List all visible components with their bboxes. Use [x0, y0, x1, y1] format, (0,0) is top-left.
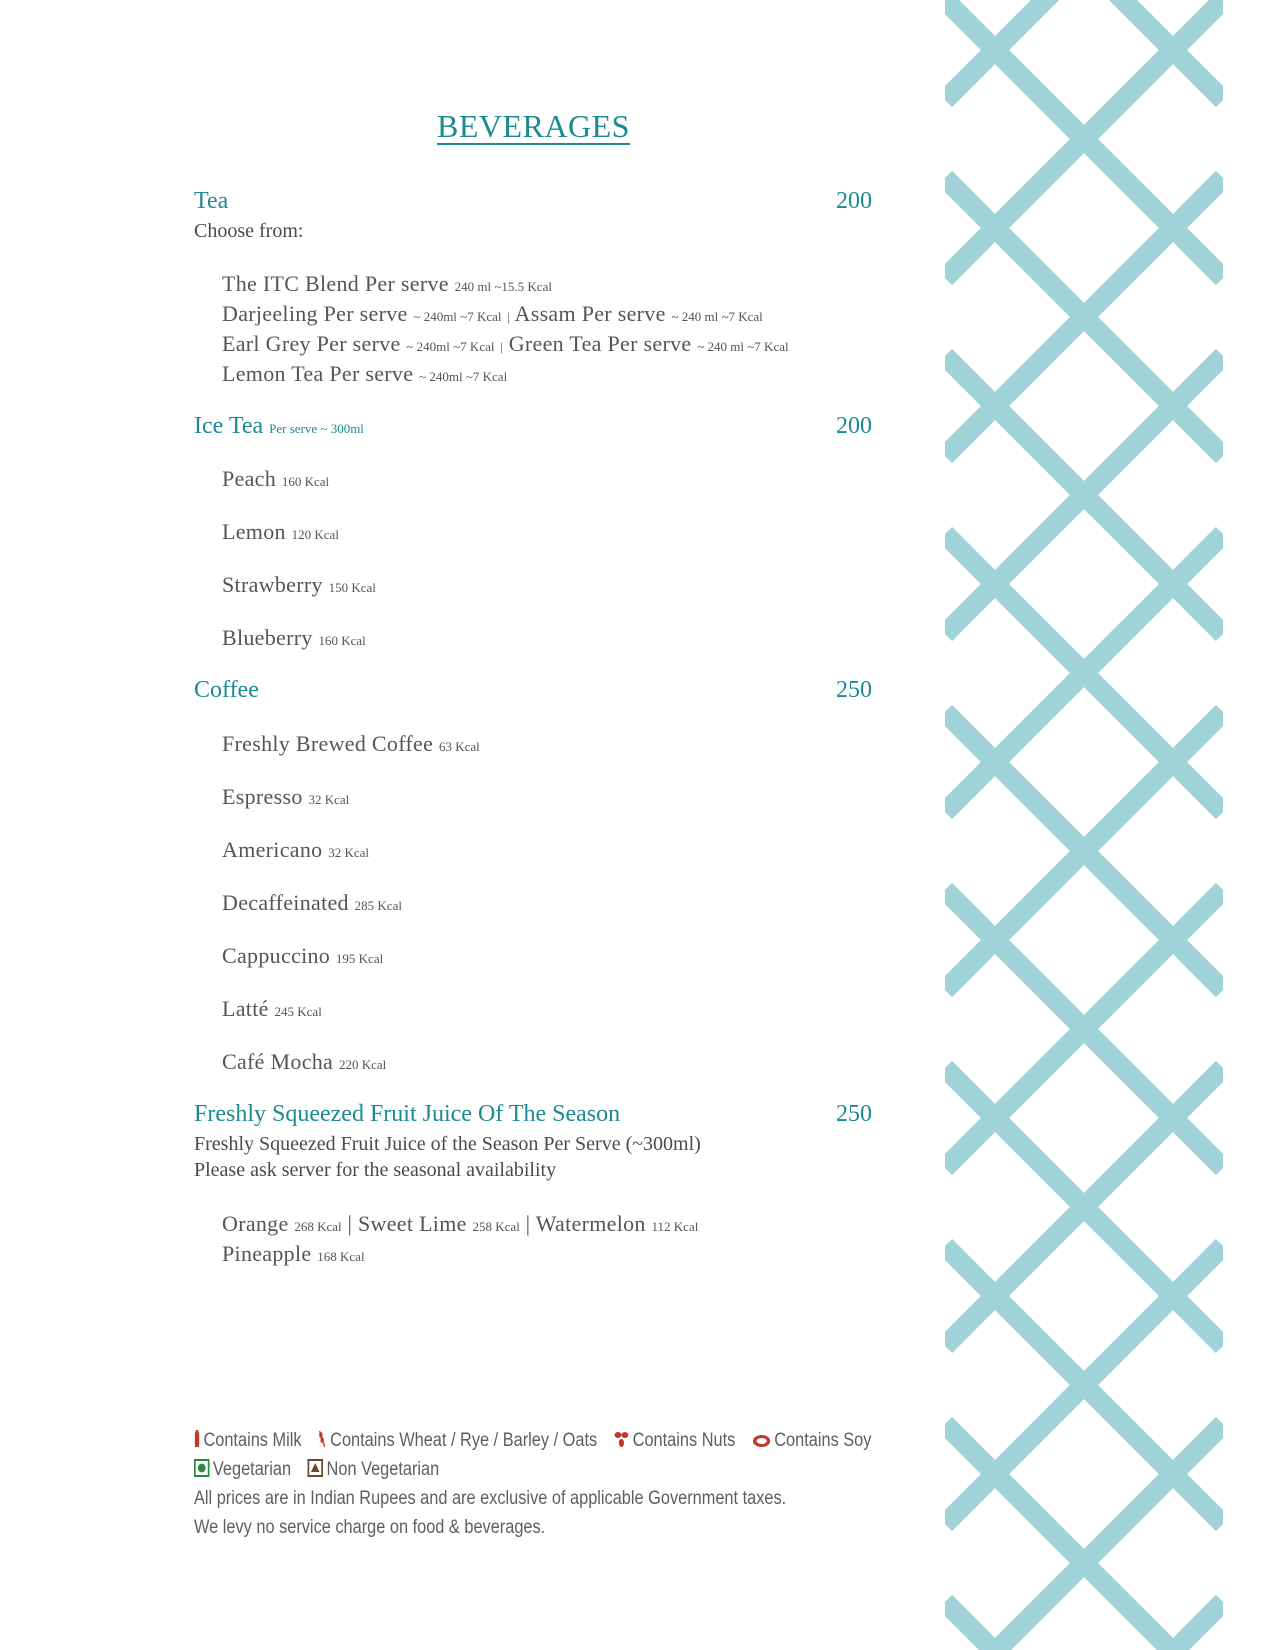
item-name: Peach [222, 466, 277, 491]
item-kcal: 32 Kcal [308, 792, 350, 807]
tea-price: 200 [836, 188, 872, 214]
juice-line-2 [222, 1241, 365, 1267]
tea-lemon: Lemon Tea Per serve [222, 361, 414, 386]
item-name: Lemon [222, 519, 286, 544]
ice-tea-item [222, 572, 376, 598]
item-kcal: 285 Kcal [354, 898, 402, 913]
tea-line-1 [222, 271, 552, 297]
ice-tea-item [222, 625, 366, 651]
item-name: Pineapple [222, 1241, 312, 1266]
juice-price: 250 [836, 1101, 872, 1127]
item-kcal: 63 Kcal [439, 739, 480, 754]
item-name: Strawberry [222, 572, 323, 597]
tea-assam: Assam Per serve [514, 301, 666, 326]
soy-icon [752, 1432, 771, 1448]
tea-earl-grey-kcal: ~ 240ml ~7 Kcal [406, 339, 495, 354]
milk-icon [194, 1430, 200, 1448]
item-name: Blueberry [222, 625, 313, 650]
legend-nuts-label: Contains Nuts [632, 1430, 736, 1451]
legend-nuts [614, 1430, 740, 1451]
item-name: Americano [222, 837, 323, 862]
section-tea-title: Tea [194, 188, 229, 214]
wheat-icon [318, 1430, 327, 1448]
item-kcal: 160 Kcal [281, 474, 330, 489]
item-name: Freshly Brewed Coffee [222, 731, 434, 756]
non-veg-icon [308, 1459, 323, 1477]
separator: | [500, 339, 503, 354]
coffee-item [222, 731, 480, 757]
legend-wheat [318, 1430, 602, 1451]
item-name: Sweet Lime [358, 1211, 467, 1236]
juice-line-1 [222, 1211, 698, 1237]
item-kcal: 245 Kcal [274, 1004, 322, 1019]
item-kcal: 268 Kcal [294, 1219, 342, 1234]
tea-darjeeling-kcal: ~ 240ml ~7 Kcal [413, 309, 502, 324]
item-name: Orange [222, 1211, 289, 1236]
legend-veg-label: Vegetarian [212, 1459, 292, 1480]
legend-veg [194, 1459, 296, 1480]
juice-desc-1: Freshly Squeezed Fruit Juice of the Season Per Serve (~300ml) [194, 1133, 701, 1155]
tea-green: Green Tea Per serve [508, 331, 692, 356]
ice-tea-serve: Per serve ~ 300ml [269, 421, 364, 436]
coffee-item [222, 784, 349, 810]
tea-intro: Choose from: [194, 220, 304, 242]
item-kcal: 258 Kcal [472, 1219, 520, 1234]
tea-line-2 [222, 301, 763, 327]
coffee-item [222, 943, 383, 969]
price-note: All prices are in Indian Rupees and are exclusive of applicable Government taxes. [194, 1488, 787, 1509]
tea-line-3 [222, 331, 789, 357]
page-title: BEVERAGES [437, 108, 630, 144]
legend-soy [752, 1430, 872, 1451]
item-name: Espresso [222, 784, 303, 809]
ice-tea-name: Ice Tea [194, 413, 264, 439]
allergen-legend [194, 1430, 883, 1452]
coffee-item [222, 890, 402, 916]
legend-wheat-label: Contains Wheat / Rye / Barley / Oats [330, 1430, 598, 1451]
item-kcal: 220 Kcal [338, 1057, 387, 1072]
ice-tea-item [222, 466, 329, 492]
coffee-item [222, 996, 322, 1022]
item-name: Decaffeinated [222, 890, 349, 915]
item-name: Café Mocha [222, 1049, 334, 1074]
item-kcal: 32 Kcal [328, 845, 370, 860]
tea-assam-kcal: ~ 240 ml ~7 Kcal [671, 309, 763, 324]
juice-desc-2: Please ask server for the seasonal availability [194, 1159, 557, 1181]
tea-itc-blend-kcal: 240 ml ~15.5 Kcal [454, 279, 552, 294]
coffee-item [222, 1049, 386, 1075]
item-kcal: 112 Kcal [651, 1219, 699, 1234]
nuts-icon [614, 1430, 629, 1448]
separator: | [347, 1211, 353, 1236]
section-coffee-title: Coffee [194, 677, 259, 703]
item-name: Watermelon [535, 1211, 646, 1236]
tea-darjeeling: Darjeeling Per serve [222, 301, 408, 326]
lattice-pattern [945, 0, 1223, 1650]
legend-milk-label: Contains Milk [203, 1430, 302, 1451]
item-kcal: 150 Kcal [328, 580, 376, 595]
ice-tea-item [222, 519, 339, 545]
section-juice-title: Freshly Squeezed Fruit Juice Of The Season [194, 1101, 621, 1127]
legend-nonveg-label: Non Vegetarian [326, 1459, 440, 1480]
tea-itc-blend: The ITC Blend Per serve [222, 271, 449, 296]
legend-soy-label: Contains Soy [774, 1430, 872, 1451]
item-kcal: 168 Kcal [317, 1249, 365, 1264]
section-ice-tea-title [194, 413, 364, 440]
tea-green-kcal: ~ 240 ml ~7 Kcal [697, 339, 789, 354]
item-name: Cappuccino [222, 943, 331, 968]
tea-line-4 [222, 361, 507, 387]
legend-nonveg [308, 1459, 440, 1480]
veg-icon [194, 1459, 209, 1477]
item-name: Latté [222, 996, 269, 1021]
tea-lemon-kcal: ~ 240ml ~7 Kcal [419, 369, 508, 384]
service-charge-note: We levy no service charge on food & beverages. [194, 1517, 546, 1538]
separator: | [507, 309, 510, 324]
ice-tea-price: 200 [836, 413, 872, 439]
item-kcal: 195 Kcal [335, 951, 384, 966]
item-kcal: 160 Kcal [318, 633, 366, 648]
diet-legend [194, 1459, 451, 1481]
item-kcal: 120 Kcal [291, 527, 339, 542]
tea-earl-grey: Earl Grey Per serve [222, 331, 401, 356]
separator: | [525, 1211, 531, 1236]
legend-milk [194, 1430, 306, 1451]
coffee-item [222, 837, 369, 863]
coffee-price: 250 [836, 677, 872, 703]
